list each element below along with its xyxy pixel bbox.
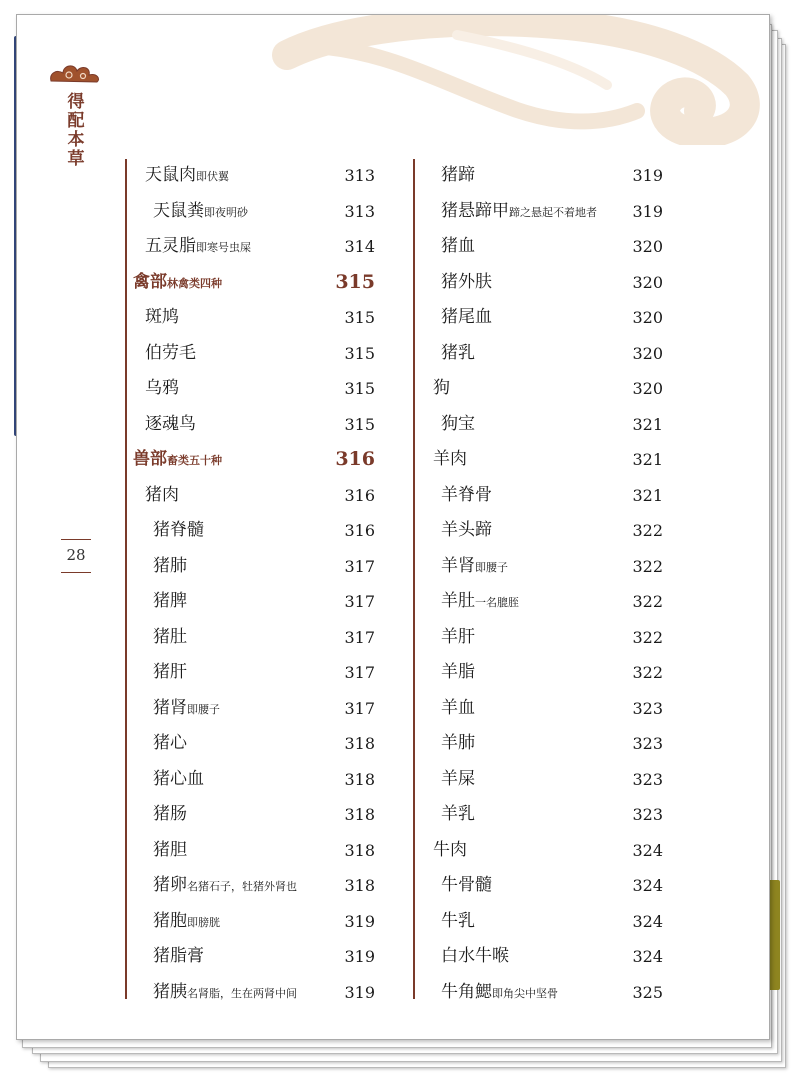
toc-entry-title: 羊头蹄 [441,520,492,540]
toc-entry-name [441,336,475,372]
toc-entry-name [441,620,475,656]
toc-entry-note: 即膀胱 [187,915,220,929]
toc-entry-page: 320 [632,343,663,363]
toc-entry-page: 323 [632,698,663,718]
auspicious-cloud-icon [47,59,103,85]
toc-entry-title: 猪肾 [153,697,187,718]
toc-entry-name [145,371,179,407]
toc-entry-name [441,762,475,798]
toc-entry-note: 一名膍胵 [475,596,519,609]
toc-entry-title: 猪蹄 [441,165,475,185]
toc-entry-name [153,904,220,941]
toc-entry[interactable] [145,336,375,372]
toc-entry-page: 324 [632,840,663,860]
toc-entry-title: 狗 [433,378,450,398]
toc-entry-page: 322 [632,521,663,540]
toc-entry-title: 乌鸦 [145,378,179,398]
toc-entry-name [441,691,475,727]
toc-entry-title: 斑鸠 [145,307,179,327]
toc-entry-title: 猪肉 [145,484,179,505]
toc-entry[interactable] [145,371,375,407]
toc-entry-name [153,939,204,975]
toc-entry-name [145,158,229,195]
toc-entry-name [433,833,467,869]
toc-entry-name [441,904,475,940]
toc-entry[interactable] [433,265,663,301]
toc-entry-title: 猪乳 [441,342,475,363]
toc-entry-note: 即伏翼 [196,170,229,183]
toc-entry-page: 321 [632,450,663,469]
toc-entry[interactable] [145,833,375,869]
toc-entry[interactable] [433,336,663,372]
toc-entry-name [145,336,196,372]
toc-entry-name [153,975,297,1012]
toc-entry[interactable] [433,194,663,230]
toc-entry-title: 猪肝 [153,662,187,682]
toc-entry-title: 牛肉 [433,839,467,860]
toc-entry-page: 323 [632,769,663,789]
toc-entry[interactable] [433,513,663,549]
toc-entry-note: 名肾脂，生在两肾中间 [187,986,297,1000]
toc-entry-title: 羊肝 [441,626,475,647]
toc-entry-name [441,478,492,514]
toc-entry-note: 即腰子 [187,702,220,716]
toc-entry-note: 畜类五十种 [167,454,222,467]
toc-entry-name [441,407,475,443]
toc-entry[interactable] [145,904,375,940]
toc-entry-name [153,797,187,833]
toc-entry[interactable] [433,691,663,727]
page-number: 28 [61,539,91,573]
toc-entry[interactable] [145,620,375,656]
toc-entry[interactable] [145,549,375,585]
toc-entry-page: 317 [344,556,375,576]
toc-entry-title: 猪悬蹄甲 [441,200,509,221]
toc-entry-title: 白水牛喉 [441,946,509,966]
toc-entry-page: 321 [632,414,663,434]
toc-entry-page: 319 [344,947,375,966]
toc-entry-page: 316 [344,485,375,505]
toc-entry-title: 猪胰 [153,981,187,1002]
toc-entry-title: 猪外肤 [441,271,492,292]
book-page [16,14,770,1040]
toc-entry[interactable] [433,797,663,833]
cloud-swirl-decoration [267,15,767,145]
toc-entry-page: 313 [344,166,375,185]
toc-entry[interactable] [145,584,375,620]
toc-entry-name [441,939,509,975]
toc-entry-name [153,584,187,620]
toc-entry[interactable] [145,939,375,975]
toc-entry[interactable] [433,833,663,869]
column-divider-left [125,159,127,999]
toc-entry-note: 即角尖中坚骨 [492,986,558,1000]
toc-entry-page: 314 [344,237,375,256]
toc-entry[interactable] [145,868,375,904]
toc-entry-page: 325 [632,982,663,1002]
toc-entry[interactable] [145,762,375,798]
toc-entry-title: 猪肠 [153,804,187,824]
toc-entry-name [153,726,187,762]
toc-entry-title: 五灵脂 [145,236,196,256]
toc-entry-title: 猪尾血 [441,307,492,327]
toc-entry-page: 315 [335,270,375,293]
toc-entry-title: 牛骨髓 [441,875,492,895]
toc-entry-page: 323 [632,805,663,824]
toc-entry-name [441,158,475,194]
toc-entry-page: 318 [344,805,375,824]
toc-entry-title: 禽部 [133,271,167,292]
toc-entry-page: 317 [344,698,375,718]
toc-entry-title: 猪胆 [153,839,187,860]
toc-entry-page: 318 [344,734,375,753]
toc-entry-page: 322 [632,592,663,611]
toc-entry-title: 羊肺 [441,733,475,753]
toc-entry-name [153,868,297,905]
toc-entry-page: 324 [632,947,663,966]
toc-entry[interactable] [145,229,375,265]
toc-entry-title: 猪心血 [153,768,204,789]
toc-entry-page: 320 [632,272,663,292]
toc-entry-title: 猪脾 [153,591,187,611]
toc-entry-page: 319 [344,982,375,1002]
toc-entry-note: 名猪石子，牡猪外肾也 [187,880,297,893]
toc-entry-title: 天鼠肉 [145,165,196,185]
column-divider-right [413,159,415,999]
toc-entry-page: 319 [632,201,663,221]
toc-entry-title: 狗宝 [441,413,475,434]
toc-entry-title: 羊屎 [441,768,475,789]
toc-entry[interactable] [145,300,375,336]
toc-entry[interactable] [433,620,663,656]
toc-entry-title: 牛乳 [441,910,475,931]
toc-entry[interactable] [145,158,375,194]
toc-entry-title: 猪肚 [153,626,187,647]
toc-column-right [433,158,663,1010]
toc-entry-name [441,265,492,301]
toc-entry-name [441,194,597,231]
toc-entry-name [441,655,475,691]
toc-entry-page: 317 [344,592,375,611]
toc-entry[interactable] [433,158,663,194]
toc-entry[interactable] [433,868,663,904]
toc-entry-title: 猪心 [153,733,187,753]
toc-entry-page: 319 [344,911,375,931]
toc-entry-name [133,442,222,479]
toc-entry-name [153,691,220,728]
toc-entry-page: 316 [335,448,375,470]
toc-entry-title: 羊肚 [441,591,475,611]
toc-entry-page: 315 [344,343,375,363]
toc-entry-title: 羊肉 [433,449,467,469]
toc-entry-name [153,833,187,869]
toc-entry-page: 313 [344,201,375,221]
toc-entry[interactable] [433,975,663,1011]
toc-entry[interactable] [145,194,375,230]
toc-entry[interactable] [145,407,375,443]
toc-entry-page: 316 [344,521,375,540]
toc-entry-page: 322 [632,627,663,647]
toc-entry[interactable] [433,904,663,940]
toc-entry[interactable] [433,762,663,798]
toc-entry-title: 猪肺 [153,555,187,576]
toc-entry-note: 林禽类四种 [167,276,222,290]
toc-entry-name [145,229,251,266]
toc-entry-title: 羊脊骨 [441,484,492,505]
toc-entry-page: 318 [344,840,375,860]
toc-entry-page: 322 [632,556,663,576]
toc-entry-note: 即腰子 [475,560,508,574]
toc-entry-name [441,797,475,833]
toc-entry-page: 322 [632,663,663,682]
toc-entry-name [441,584,519,621]
toc-entry-name [441,229,475,265]
toc-entry-title: 牛角鰓 [441,981,492,1002]
toc-entry[interactable] [433,726,663,762]
toc-entry[interactable] [145,513,375,549]
toc-entry-name [441,300,492,336]
toc-entry-name [441,726,475,762]
toc-entry-name [145,407,196,443]
toc-entry-page: 317 [344,627,375,647]
toc-entry-name [153,513,204,549]
toc-entry-note: 蹄之悬起不着地者 [509,205,597,219]
toc-entry-page: 318 [344,769,375,789]
toc-entry-title: 兽部 [133,449,167,469]
toc-entry[interactable] [433,300,663,336]
toc-entry-title: 伯劳毛 [145,342,196,363]
toc-entry-title: 羊肾 [441,555,475,576]
toc-entry-title: 逐魂鸟 [145,413,196,434]
toc-entry-name [441,868,492,904]
toc-entry[interactable] [433,655,663,691]
toc-entry-name [153,655,187,691]
toc-entry-title: 猪脊髓 [153,520,204,540]
toc-entry-page: 318 [344,876,375,895]
toc-entry-note: 即夜明砂 [204,205,248,219]
toc-entry[interactable] [145,975,375,1011]
toc-entry[interactable] [433,442,663,478]
toc-entry-page: 315 [344,308,375,327]
toc-entry-name [441,513,492,549]
toc-entry-title: 羊脂 [441,662,475,682]
toc-entry[interactable] [145,691,375,727]
toc-entry-name [145,478,179,514]
toc-entry[interactable] [145,655,375,691]
toc-section-heading[interactable] [133,265,375,301]
toc-entry-name [433,442,467,478]
toc-entry-page: 315 [344,379,375,398]
toc-entry[interactable] [145,478,375,514]
book-title: 得配本草 [67,92,85,169]
toc-entry-page: 321 [632,485,663,505]
toc-entry[interactable] [145,797,375,833]
toc-entry[interactable] [433,371,663,407]
toc-entry-page: 323 [632,734,663,753]
toc-entry-note: 即寒号虫屎 [196,241,251,254]
toc-entry[interactable] [145,726,375,762]
toc-entry[interactable] [433,549,663,585]
toc-entry-page: 317 [344,663,375,682]
toc-entry-name [441,975,558,1012]
toc-entry-page: 319 [632,166,663,185]
toc-entry-page: 324 [632,911,663,931]
toc-entry-page: 320 [632,308,663,327]
toc-section-heading[interactable] [133,442,375,478]
toc-entry-page: 320 [632,237,663,256]
toc-entry[interactable] [433,407,663,443]
toc-entry[interactable] [433,229,663,265]
toc-entry[interactable] [433,939,663,975]
toc-entry-page: 324 [632,876,663,895]
toc-entry-name [133,265,222,302]
toc-entry-page: 315 [344,414,375,434]
toc-column-left [133,158,375,1010]
toc-entry-title: 羊乳 [441,804,475,824]
toc-entry-name [153,194,248,231]
toc-entry-title: 猪胞 [153,910,187,931]
toc-entry-title: 羊血 [441,697,475,718]
toc-entry-page: 320 [632,379,663,398]
toc-entry[interactable] [433,478,663,514]
toc-entry-title: 猪脂膏 [153,946,204,966]
toc-entry-name [153,549,187,585]
toc-entry[interactable] [433,584,663,620]
toc-entry-title: 猪血 [441,236,475,256]
toc-entry-name [153,620,187,656]
toc-entry-name [153,762,204,798]
toc-entry-name [441,549,508,586]
toc-entry-title: 猪卵 [153,875,187,895]
toc-entry-name [145,300,179,336]
toc-entry-name [433,371,450,407]
toc-entry-title: 天鼠粪 [153,200,204,221]
